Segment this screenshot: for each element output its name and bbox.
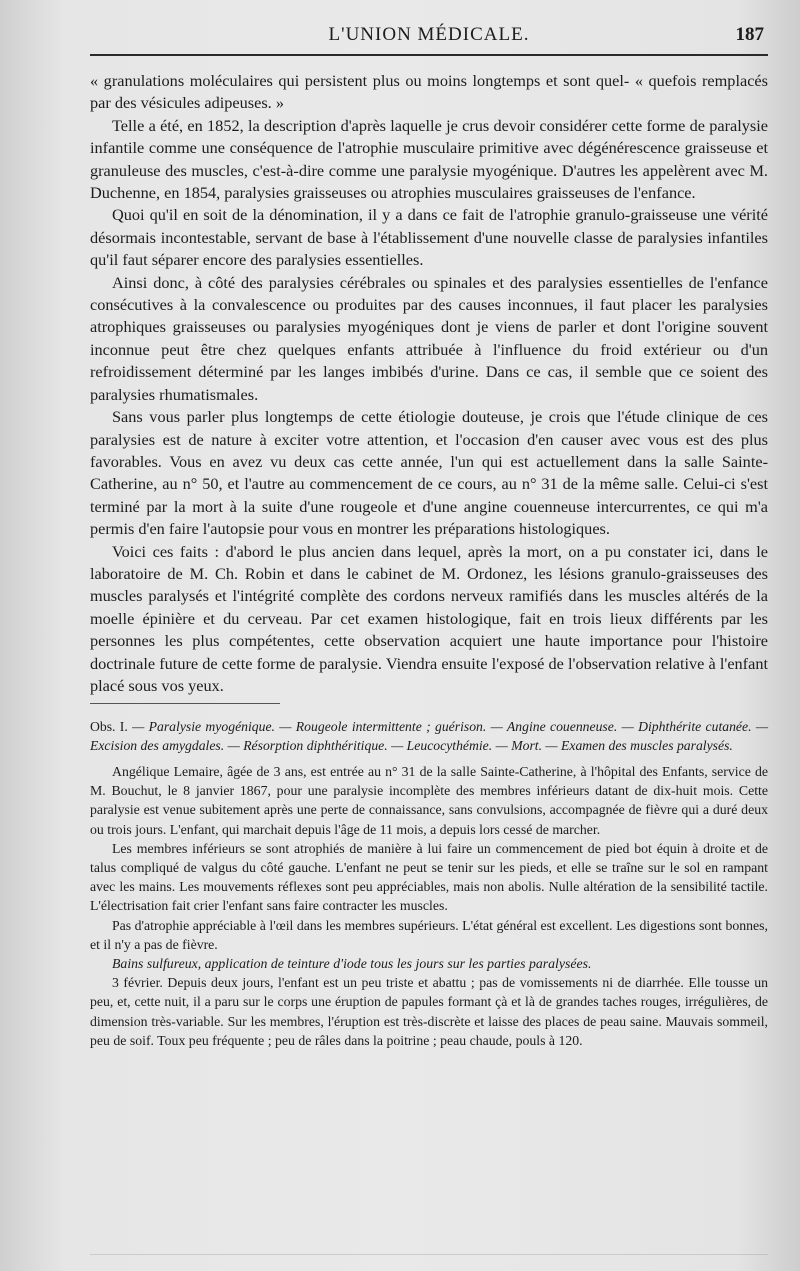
paragraph: Ainsi donc, à côté des paralysies cérébrales ou spinales et des paralysies essentielles de l'enfance consécutives à la convalescence ou produites par des causes inconnues, il faut placer les paralysies atrophiques graisseuses ou paralysies myogéniques dont je viens de parler et dont l'origine souvent inconnue peut être chez quelques enfants attribuée à l'influence du froid extérieur ou d'un refroidissement déterminé par les langes imbibés d'urine. Dans ce cas, il semble que ce soient des paralysies rhumatismales.	[90, 272, 768, 404]
paragraph: « granulations moléculaires qui persistent plus ou moins longtemps et sont quel- « quefois remplacés par des vésicules adipeuses. »	[90, 71, 768, 113]
paragraph: Angélique Lemaire, âgée de 3 ans, est entrée au n° 31 de la salle Sainte-Catherine, à l'hôpital des Enfants, service de M. Bouchut, le 8 janvier 1867, pour une paralysie incomplète des membres inférieurs datant de dix-huit mois. Cette paralysie est venue subitement après une perte de connaissance, sans convulsions, accompagnée de fièvre qui a duré deux ou trois jours. L'enfant, qui marchait depuis l'âge de 11 mois, a depuis lors cessé de marcher.	[90, 763, 768, 837]
separator-rule	[90, 703, 280, 704]
paragraph: Telle a été, en 1852, la description d'après laquelle je crus devoir considérer cette forme de paralysie infantile comme une conséquence de l'atrophie musculaire primitive avec dégénérescence graisseuse et granuleuse des muscles, c'est-à-dire comme une paralysie myogénique. D'autres les appelèrent avec M. Duchenne, en 1854, paralysies graisseuses ou atrophies musculaires graisseuses de l'enfance.	[90, 115, 768, 203]
article-body	[90, 70, 768, 1050]
main-text	[90, 70, 768, 697]
observation-heading	[90, 718, 768, 756]
paragraph: Les membres inférieurs se sont atrophiés de manière à lui faire un commencement de pied bot équin à droite et de talus compliqué de valgus du côté gauche. L'enfant ne peut se tenir sur les pieds, et elle se traîne sur le sol en rampant avec les mains. Les mouvements réflexes sont peu appréciables, mais non abolis. Nulle altération de la sensibilité tactile. L'électrisation fait crier l'enfant sans faire contracter les muscles.	[90, 840, 768, 914]
bottom-edge	[90, 1254, 768, 1269]
journal-title: L'UNION MÉDICALE.	[328, 24, 530, 45]
paragraph: Quoi qu'il en soit de la dénomination, il y a dans ce fait de l'atrophie granulo-graisseuse une vérité désormais incontestable, servant de base à l'établissement d'une nouvelle classe de paralysies infantiles qu'il faut séparer encore des paralysies essentielles.	[90, 205, 768, 270]
observation-text	[90, 762, 768, 1050]
paragraph: Voici ces faits : d'abord le plus ancien dans lequel, après la mort, on a pu constater ici, dans le laboratoire de M. Ch. Robin et dans le cabinet de M. Ordonez, les lésions granulo-graisseuses des muscles paralysés et l'intégrité complète des cordons nerveux ramifiés dans les muscles altérés de la moelle épinière et du cerveau. Par cet examen histologique, fait en trois lieux différents par les personnes les plus compétentes, cette observation acquiert une haute importance pour l'histoire doctrinale future de cette forme de paralysie. Viendra ensuite l'exposé de l'observation relative à l'enfant placé sous vos yeux.	[90, 541, 768, 695]
running-header	[90, 22, 768, 56]
observation-label: Obs. I.	[90, 719, 128, 735]
paragraph: Sans vous parler plus longtemps de cette étiologie douteuse, je crois que l'étude clinique de ces paralysies est de nature à exciter votre attention, et l'occasion d'en causer avec vous est des plus favorables. Vous en avez vu deux cas cette année, l'un qui est actuellement dans la salle Sainte-Catherine, au n° 50, et l'autre au commencement de ce cours, au n° 31 de la même salle. Celui-ci s'est terminé par la mort à la suite d'une rougeole et d'une angine couenneuse intercurrentes, ce qui m'a permis d'en faire l'autopsie pour vous en montrer les préparations histologiques.	[90, 407, 768, 539]
treatment-note: Bains sulfureux, application de teinture d'iode tous les jours sur les parties paralysées.	[112, 956, 592, 971]
paragraph: Pas d'atrophie appréciable à l'œil dans les membres supérieurs. L'état général est excellent. Les digestions sont bonnes, et il n'y a pas de fièvre.	[90, 917, 768, 952]
paragraph: 3 février. Depuis deux jours, l'enfant est un peu triste et abattu ; pas de vomissements ni de diarrhée. Elle tousse un peu, et, cette nuit, il a paru sur le corps une éruption de papules formant çà et là de grandes taches rouges, irrégulières, de dimension très-variable. Sur les membres, l'éruption est très-discrète et laisse des places de peau saine. Mauvais sommeil, peu de soif. Toux peu fréquente ; peu de râles dans la poitrine ; peau chaude, pouls à 120.	[90, 975, 768, 1048]
observation-title: — Paralysie myogénique. — Rougeole intermittente ; guérison. — Angine couenneuse. — Diphthérite cutanée. — Excision des amygdales. — Résorption diphthéritique. — Leucocythémie. — Mort. — Examen des muscles paralysés.	[90, 719, 769, 754]
page-number: 187	[735, 24, 764, 45]
